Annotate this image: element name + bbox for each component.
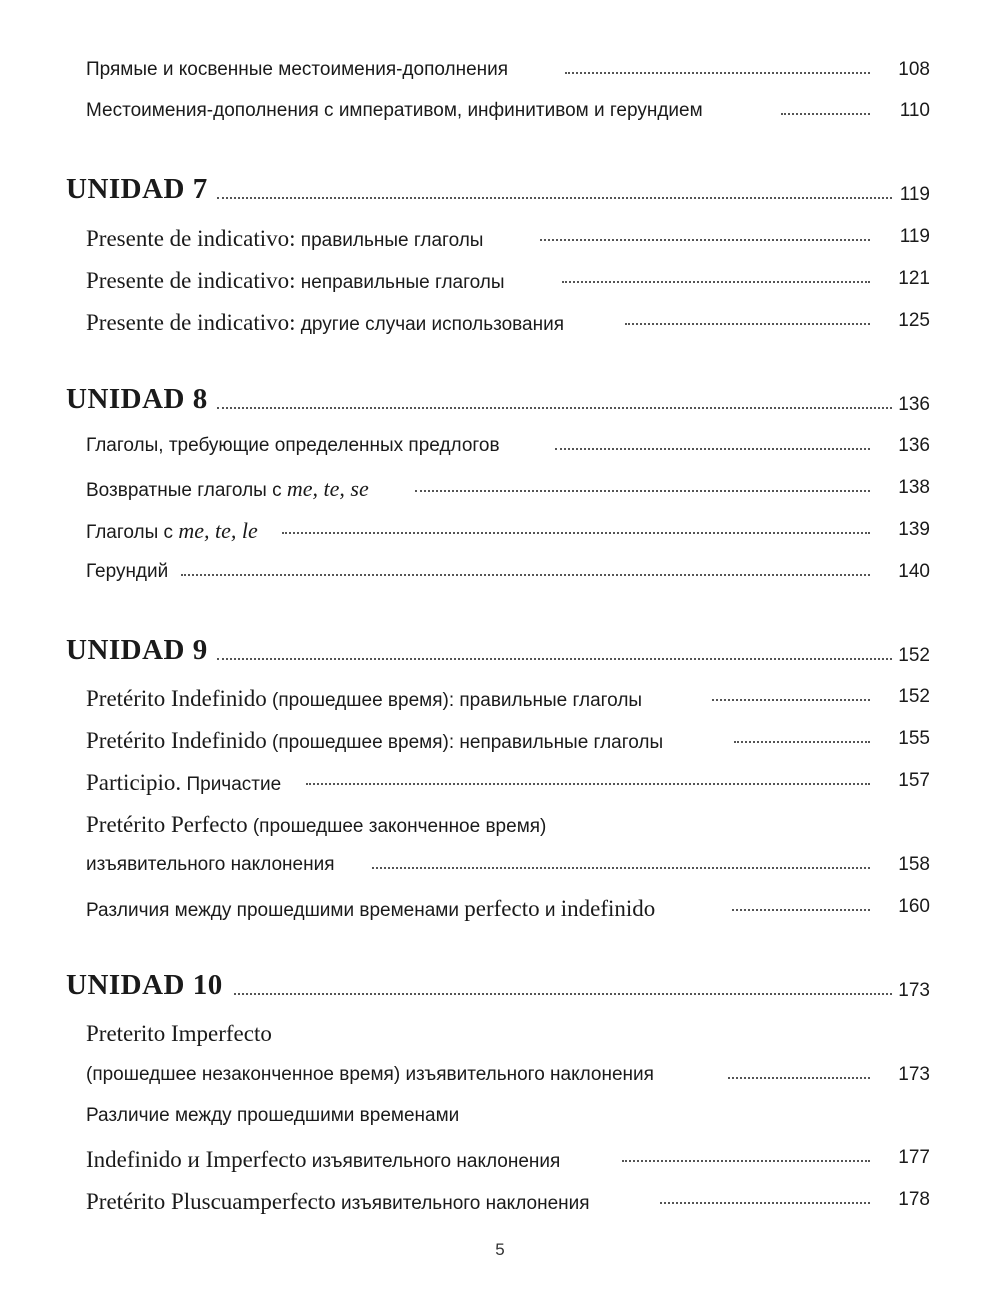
entry-title: Герундий xyxy=(86,561,169,582)
entry-title-spanish: Pretérito Indefinido xyxy=(86,728,267,753)
page-number: 177 xyxy=(898,1147,930,1168)
entry-title-spanish: Presente de indicativo: xyxy=(86,226,296,251)
entry-title-russian-2: и xyxy=(539,900,561,921)
dot-leader xyxy=(622,1160,870,1162)
entry-title xyxy=(86,729,663,752)
entry-title: Прямые и косвенные местоимения-дополнения xyxy=(86,59,509,80)
dot-leader xyxy=(712,699,870,701)
page-number: 178 xyxy=(898,1189,930,1210)
toc-entry[interactable] xyxy=(0,855,1000,897)
entry-title: Местоимения-дополнения с императивом, инфинитивом и герундием xyxy=(86,100,703,121)
entry-title-russian: (прошедшее время): правильные глаголы xyxy=(266,690,643,711)
toc-unit-heading[interactable] xyxy=(0,969,1000,1023)
entry-title xyxy=(86,520,258,542)
entry-title-spanish: Pretérito Perfecto xyxy=(86,812,248,837)
entry-title-spanish: Indefinido и Imperfecto xyxy=(86,1147,307,1172)
page-number: 160 xyxy=(898,896,930,917)
toc-entry[interactable] xyxy=(0,60,1000,102)
dot-leader xyxy=(728,1077,870,1079)
toc-entry[interactable] xyxy=(0,897,1000,939)
entry-title-russian: Различия между прошедшими временами xyxy=(86,900,465,921)
dot-leader xyxy=(217,658,892,660)
dot-leader xyxy=(217,407,892,409)
entry-title: Глаголы, требующие определенных предлогов xyxy=(86,435,500,456)
page-number: 155 xyxy=(898,728,930,749)
page-number: 139 xyxy=(898,519,930,540)
toc-entry[interactable] xyxy=(0,562,1000,604)
page-number: 173 xyxy=(898,1064,930,1085)
entry-title-spanish: me, te, le xyxy=(178,518,258,543)
toc-unit-heading[interactable] xyxy=(0,634,1000,688)
page-number: 121 xyxy=(898,268,930,289)
entry-title-spanish: Pretérito Indefinido xyxy=(86,686,267,711)
unit-title: UNIDAD 8 xyxy=(66,383,208,415)
toc-entry[interactable] xyxy=(0,771,1000,813)
entry-title-russian: изъявительного наклонения xyxy=(335,1193,590,1214)
entry-title xyxy=(86,687,642,710)
toc-entry[interactable] xyxy=(0,269,1000,311)
page-number: 110 xyxy=(899,100,930,121)
dot-leader xyxy=(732,909,870,911)
dot-leader xyxy=(660,1202,870,1204)
entry-title xyxy=(86,478,369,500)
page-number: 138 xyxy=(898,477,930,498)
entry-title xyxy=(86,311,564,334)
dot-leader xyxy=(540,239,870,241)
page-number: 158 xyxy=(898,854,930,875)
entry-title xyxy=(86,813,546,836)
page-number: 119 xyxy=(899,226,930,247)
toc-entry[interactable] xyxy=(0,436,1000,478)
dot-leader xyxy=(217,197,892,199)
entry-title-russian: (прошедшее время): неправильные глаголы xyxy=(266,732,664,753)
toc-entry[interactable] xyxy=(0,101,1000,143)
entry-title-russian: Глаголы с xyxy=(86,522,179,543)
toc-entry[interactable] xyxy=(0,1148,1000,1190)
entry-title-russian: другие случаи использования xyxy=(295,314,564,335)
page-number: 152 xyxy=(898,686,930,707)
toc-entry[interactable] xyxy=(0,311,1000,353)
page-number: 140 xyxy=(898,561,930,582)
toc-entry[interactable] xyxy=(0,520,1000,562)
entry-title-spanish: Preterito Imperfecto xyxy=(86,1021,272,1046)
dot-leader xyxy=(181,574,870,576)
toc-entry[interactable] xyxy=(0,1106,1000,1148)
toc-entry[interactable] xyxy=(0,813,1000,855)
entry-title xyxy=(86,269,505,292)
dot-leader xyxy=(565,72,870,74)
dot-leader xyxy=(562,281,870,283)
toc-entry[interactable] xyxy=(0,1065,1000,1107)
dot-leader xyxy=(372,867,870,869)
footer-page-number: 5 xyxy=(495,1240,505,1259)
entry-title-spanish-2: indefinido xyxy=(560,896,656,921)
entry-title-spanish: Presente de indicativo: xyxy=(86,268,296,293)
toc-unit-heading[interactable] xyxy=(0,173,1000,227)
dot-leader xyxy=(306,783,870,785)
page-number: 136 xyxy=(898,394,930,415)
entry-title xyxy=(86,897,655,920)
dot-leader xyxy=(734,741,870,743)
dot-leader xyxy=(234,993,892,995)
entry-title: изъявительного наклонения xyxy=(86,854,335,875)
entry-title: (прошедшее незаконченное время) изъявительного наклонения xyxy=(86,1064,654,1085)
entry-title-spanish: Participio. xyxy=(86,770,182,795)
entry-title-spanish: Pretérito Pluscuamperfecto xyxy=(86,1189,336,1214)
entry-title-russian: (прошедшее законченное время) xyxy=(247,816,547,837)
entry-title-russian: изъявительного наклонения xyxy=(306,1151,561,1172)
entry-title-spanish: perfecto xyxy=(464,896,540,921)
entry-title-russian: неправильные глаголы xyxy=(295,272,505,293)
entry-title-russian: Возвратные глаголы с xyxy=(86,480,287,501)
page-number: 125 xyxy=(898,310,930,331)
entry-title: Различие между прошедшими временами xyxy=(86,1105,460,1126)
entry-title xyxy=(86,227,483,250)
toc-entry[interactable] xyxy=(0,1190,1000,1232)
entry-title xyxy=(86,1148,560,1171)
dot-leader xyxy=(781,113,870,115)
page-number: 157 xyxy=(898,770,930,791)
toc-entry[interactable] xyxy=(0,227,1000,269)
unit-title: UNIDAD 10 xyxy=(66,969,223,1001)
toc-entry[interactable] xyxy=(0,478,1000,520)
page-number: 136 xyxy=(898,435,930,456)
toc-entry[interactable] xyxy=(0,1022,1000,1064)
dot-leader xyxy=(555,448,870,450)
unit-title: UNIDAD 9 xyxy=(66,634,208,666)
entry-title-spanish: me, te, se xyxy=(286,476,369,501)
entry-title xyxy=(86,1190,590,1213)
page-number: 152 xyxy=(898,645,930,666)
entry-title-russian: правильные глаголы xyxy=(295,230,484,251)
toc-entry[interactable] xyxy=(0,687,1000,729)
entry-title-spanish: Presente de indicativo: xyxy=(86,310,296,335)
page-number: 119 xyxy=(899,184,930,205)
page-number: 173 xyxy=(898,980,930,1001)
toc-entry[interactable] xyxy=(0,729,1000,771)
toc-unit-heading[interactable] xyxy=(0,383,1000,437)
unit-title: UNIDAD 7 xyxy=(66,173,208,205)
entry-title-russian: Причастие xyxy=(181,774,282,795)
dot-leader xyxy=(282,532,870,534)
dot-leader xyxy=(625,323,870,325)
dot-leader xyxy=(415,490,870,492)
entry-title xyxy=(86,771,281,794)
page-number: 108 xyxy=(898,59,930,80)
